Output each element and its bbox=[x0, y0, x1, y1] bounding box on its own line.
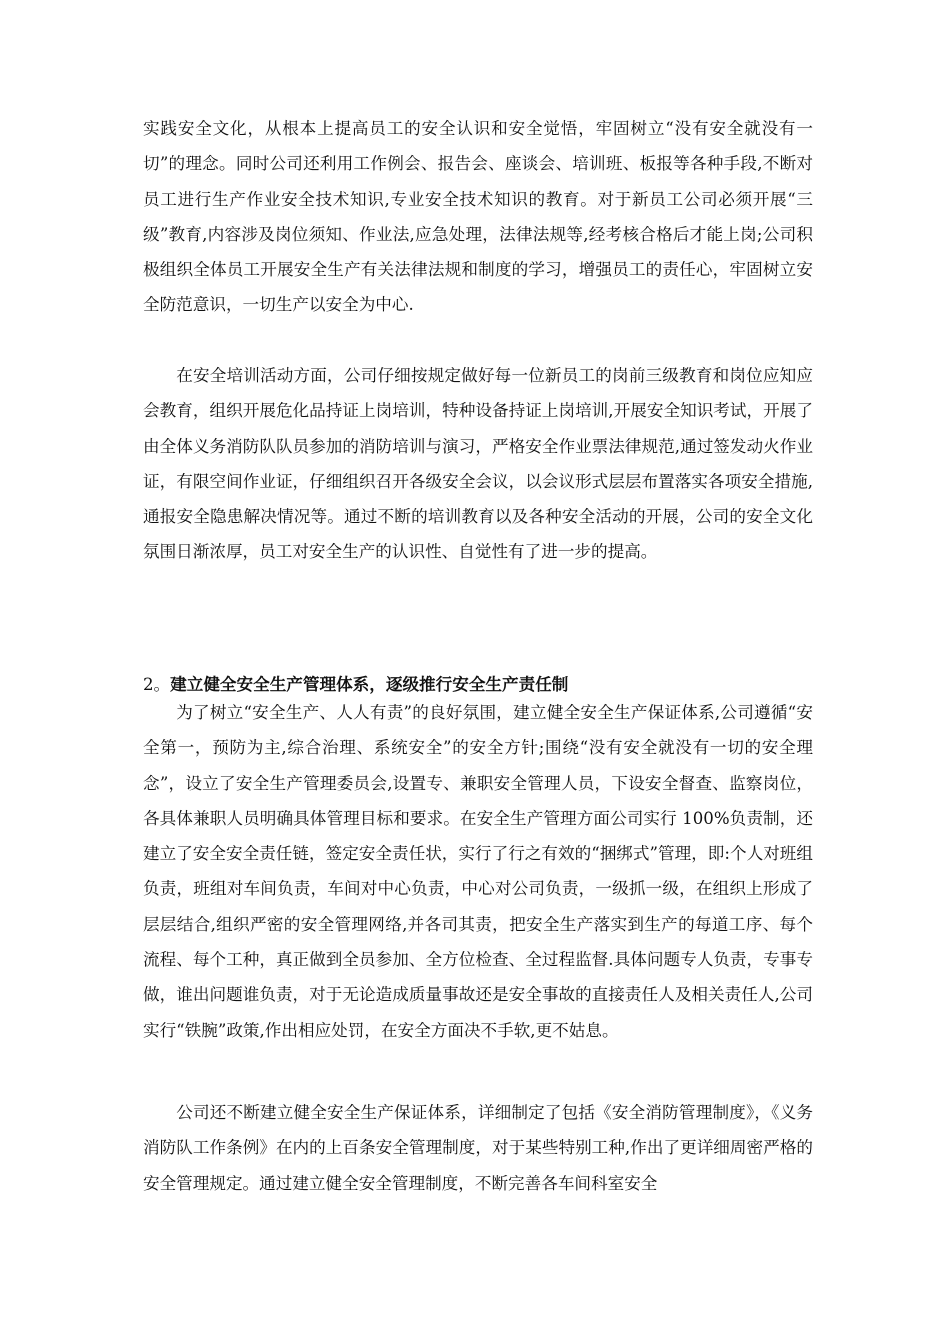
paragraph-safety-regulations: 公司还不断建立健全安全生产保证体系，详细制定了包括《安全消防管理制度》，《义务消防队工作条例》在内的上百条安全管理制度，对于某些特别工种,作出了更详细周密严格的安全管理规定。通过建立健全安全管理制度，不断完善各车间科室安全 bbox=[143, 1103, 813, 1193]
paragraph-safety-training: 在安全培训活动方面，公司仔细按规定做好每一位新员工的岗前三级教育和岗位应知应会教育，组织开展危化品持证上岗培训，特种设备持证上岗培训,开展安全知识考试，开展了由全体义务消防队队员参加的消防培训与演习，严格安全作业票法律规范,通过签发动火作业证，有限空间作业证，仔细组织召开各级安全会议，以会议形式层层布置落实各项安全措施,通报安全隐患解决情况等。通过不断的培训教育以及各种安全活动的开展，公司的安全文化氛围日渐浓厚，员工对安全生产的认识性、自觉性有了进一步的提高。 bbox=[143, 366, 813, 562]
paragraph-safety-culture: 实践安全文化，从根本上提高员工的安全认识和安全觉悟，牢固树立“没有安全就没有一切”的理念。同时公司还利用工作例会、报告会、座谈会、培训班、板报等各种手段,不断对员工进行生产作业安全技术知识,专业安全技术知识的教育。对于新员工公司必须开展“三级”教育,内容涉及岗位须知、作业法,应急处理，法律法规等,经考核合格后才能上岗;公司积极组织全体员工开展安全生产有关法律法规和制度的学习，增强员工的责任心，牢固树立安全防范意识，一切生产以安全为中心. bbox=[143, 119, 813, 315]
paragraph-management-system: 为了树立“安全生产、人人有责”的良好氛围，建立健全安全生产保证体系,公司遵循“安全第一，预防为主,综合治理、系统安全”的安全方针;围绕“没有安全就没有一切的安全理念”，设立了安全生产管理委员会,设置专、兼职安全管理人员，下设安全督查、监察岗位，各具体兼职人员明确具体管理目标和要求。在安全生产管理方面公司实行 100%负责制，还建立了安全安全责任链，签定安全责任状，实行了行之有效的“捆绑式”管理，即:个人对班组负责，班组对车间负责，车间对中心负责，中心对公司负责，一级抓一级，在组织上形成了层层结合,组织严密的安全管理网络,并各司其责，把安全生产落实到生产的每道工序、每个流程、每个工种，真正做到全员参加、全方位检查、全过程监督.具体问题专人负责，专事专做，谁出问题谁负责，对于无论造成质量事故还是安全事故的直接责任人及相关责任人,公司实行“铁腕”政策,作出相应处罚，在安全方面决不手软,更不姑息。 bbox=[143, 703, 813, 1040]
section-number: 2。 bbox=[143, 675, 171, 694]
section-title: 建立健全安全生产管理体系，逐级推行安全生产责任制 bbox=[170, 674, 569, 694]
